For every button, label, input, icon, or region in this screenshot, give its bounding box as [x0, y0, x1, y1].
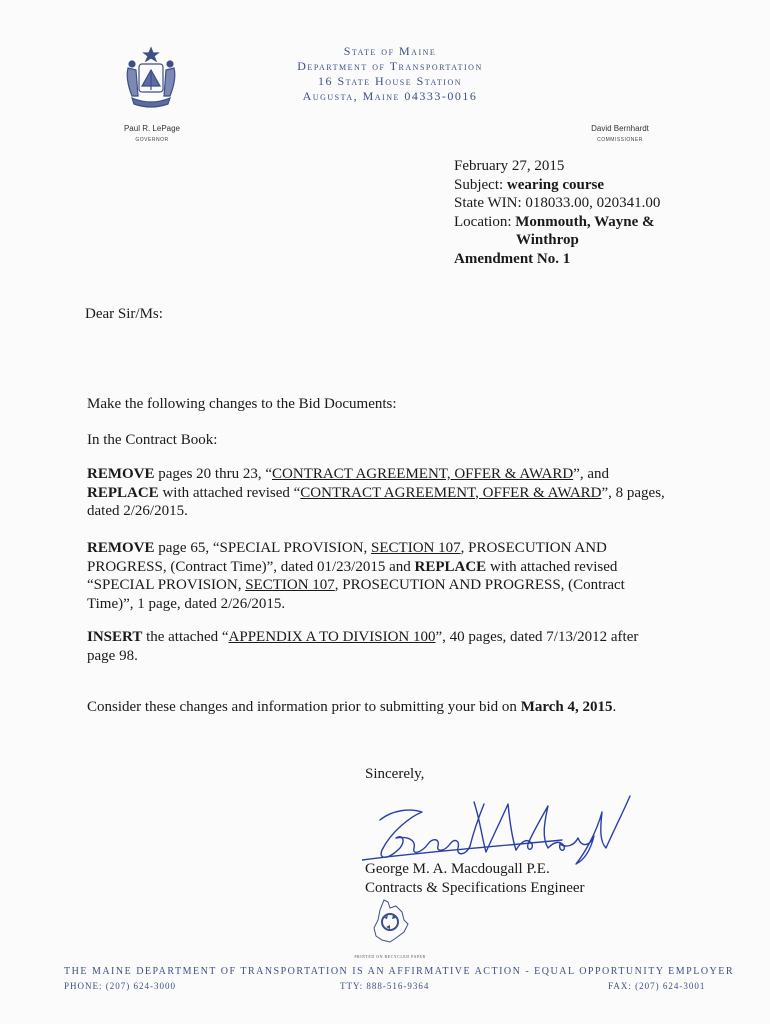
- letter-header-block: [454, 157, 660, 268]
- consider-end: .: [612, 699, 617, 715]
- paragraph-remove-replace-section107: [87, 539, 647, 613]
- paragraph-insert-appendix: [87, 628, 667, 665]
- consider-text: Consider these changes and information prior to submitting your bid on: [87, 699, 521, 715]
- agency-line-station: 16 State House Station: [317, 74, 463, 88]
- agency-line-state: State of Maine: [343, 44, 437, 58]
- agency-line-city: Augusta, Maine 04333-0016: [302, 89, 478, 103]
- contract-agreement-reference: CONTRACT AGREEMENT, OFFER & AWARD: [271, 466, 574, 482]
- replace-keyword: REPLACE: [414, 558, 487, 575]
- para1-text: with attached revised “: [158, 484, 301, 501]
- governor-title: GOVERNOR: [135, 137, 169, 143]
- section-107-reference: SECTION 107: [371, 540, 461, 556]
- appendix-a-reference: APPENDIX A TO DIVISION 100: [228, 629, 436, 645]
- bid-due-date: March 4, 2015: [520, 699, 613, 715]
- bid-date-statement: [87, 698, 687, 717]
- para2-text: , PROSECUTION AND PROGRESS, (Contract Time)”, dated 01/23/2015 and: [87, 540, 607, 575]
- subject-line: [454, 176, 660, 195]
- para1-text: ”, 8 pages, dated 2/26/2015.: [87, 484, 665, 519]
- location-value: Monmouth, Wayne &: [515, 213, 655, 230]
- win-line: State WIN: 018033.00, 020341.00: [454, 195, 661, 211]
- para3-text: the attached “: [142, 629, 229, 645]
- contract-book-heading: In the Contract Book:: [87, 432, 218, 448]
- letter-date: February 27, 2015: [454, 158, 565, 174]
- location-value-continued: Winthrop: [516, 232, 579, 248]
- commissioner-name: David Bernhardt: [591, 124, 649, 133]
- agency-line-department: Department of Transportation: [297, 59, 483, 73]
- maine-state-seal-icon: [122, 46, 180, 112]
- subject-label: Subject:: [454, 176, 504, 193]
- closing: Sincerely,: [365, 766, 425, 782]
- location-label: Location:: [454, 213, 512, 230]
- eeo-statement: THE MAINE DEPARTMENT OF TRANSPORTATION IS AN AFFIRMATIVE ACTION - EQUAL OPPORTUNITY EMPLOYER: [64, 966, 735, 977]
- intro-text: Make the following changes to the Bid Documents:: [87, 396, 397, 412]
- agency-address: [240, 44, 540, 104]
- remove-keyword: REMOVE: [87, 466, 155, 482]
- insert-keyword: INSERT: [87, 629, 143, 645]
- para1-text: ”, and: [573, 466, 609, 482]
- para1-text: pages 20 thru 23, “: [154, 466, 272, 482]
- contract-agreement-reference: CONTRACT AGREEMENT, OFFER & AWARD: [300, 484, 602, 501]
- para2-text: , PROSECUTION AND PROGRESS, (Contract Time)”, 1 page, dated 2/26/2015.: [87, 577, 625, 612]
- tty-number: TTY: 888-516-9364: [340, 981, 430, 991]
- para3-text: ”, 40 pages, dated 7/13/2012 after page 98.: [87, 629, 639, 664]
- signer-name: George M. A. Macdougall P.E.: [365, 861, 550, 877]
- amendment-number: Amendment No. 1: [454, 250, 571, 267]
- para2-text: page 65, “SPECIAL PROVISION,: [154, 540, 372, 556]
- recycled-paper-icon: [370, 898, 410, 944]
- phone-number: PHONE: (207) 624-3000: [64, 981, 176, 991]
- remove-keyword: REMOVE: [87, 540, 155, 556]
- signer-block: [365, 860, 585, 897]
- salutation: Dear Sir/Ms:: [85, 306, 163, 322]
- paragraph-remove-replace-agreement: [87, 465, 692, 521]
- replace-keyword: REPLACE: [87, 484, 159, 501]
- signer-title: Contracts & Specifications Engineer: [365, 879, 585, 896]
- commissioner-title: COMMISSIONER: [597, 137, 643, 143]
- section-107-reference: SECTION 107: [245, 577, 335, 593]
- subject-value: wearing course: [506, 176, 604, 193]
- para2-text: with attached revised “SPECIAL PROVISION,: [87, 558, 618, 593]
- recycled-paper-label: PRINTED ON RECYCLED PAPER: [354, 954, 426, 959]
- governor-name: Paul R. LePage: [123, 124, 181, 133]
- location-line: [454, 213, 660, 232]
- fax-number: FAX: (207) 624-3001: [608, 981, 706, 991]
